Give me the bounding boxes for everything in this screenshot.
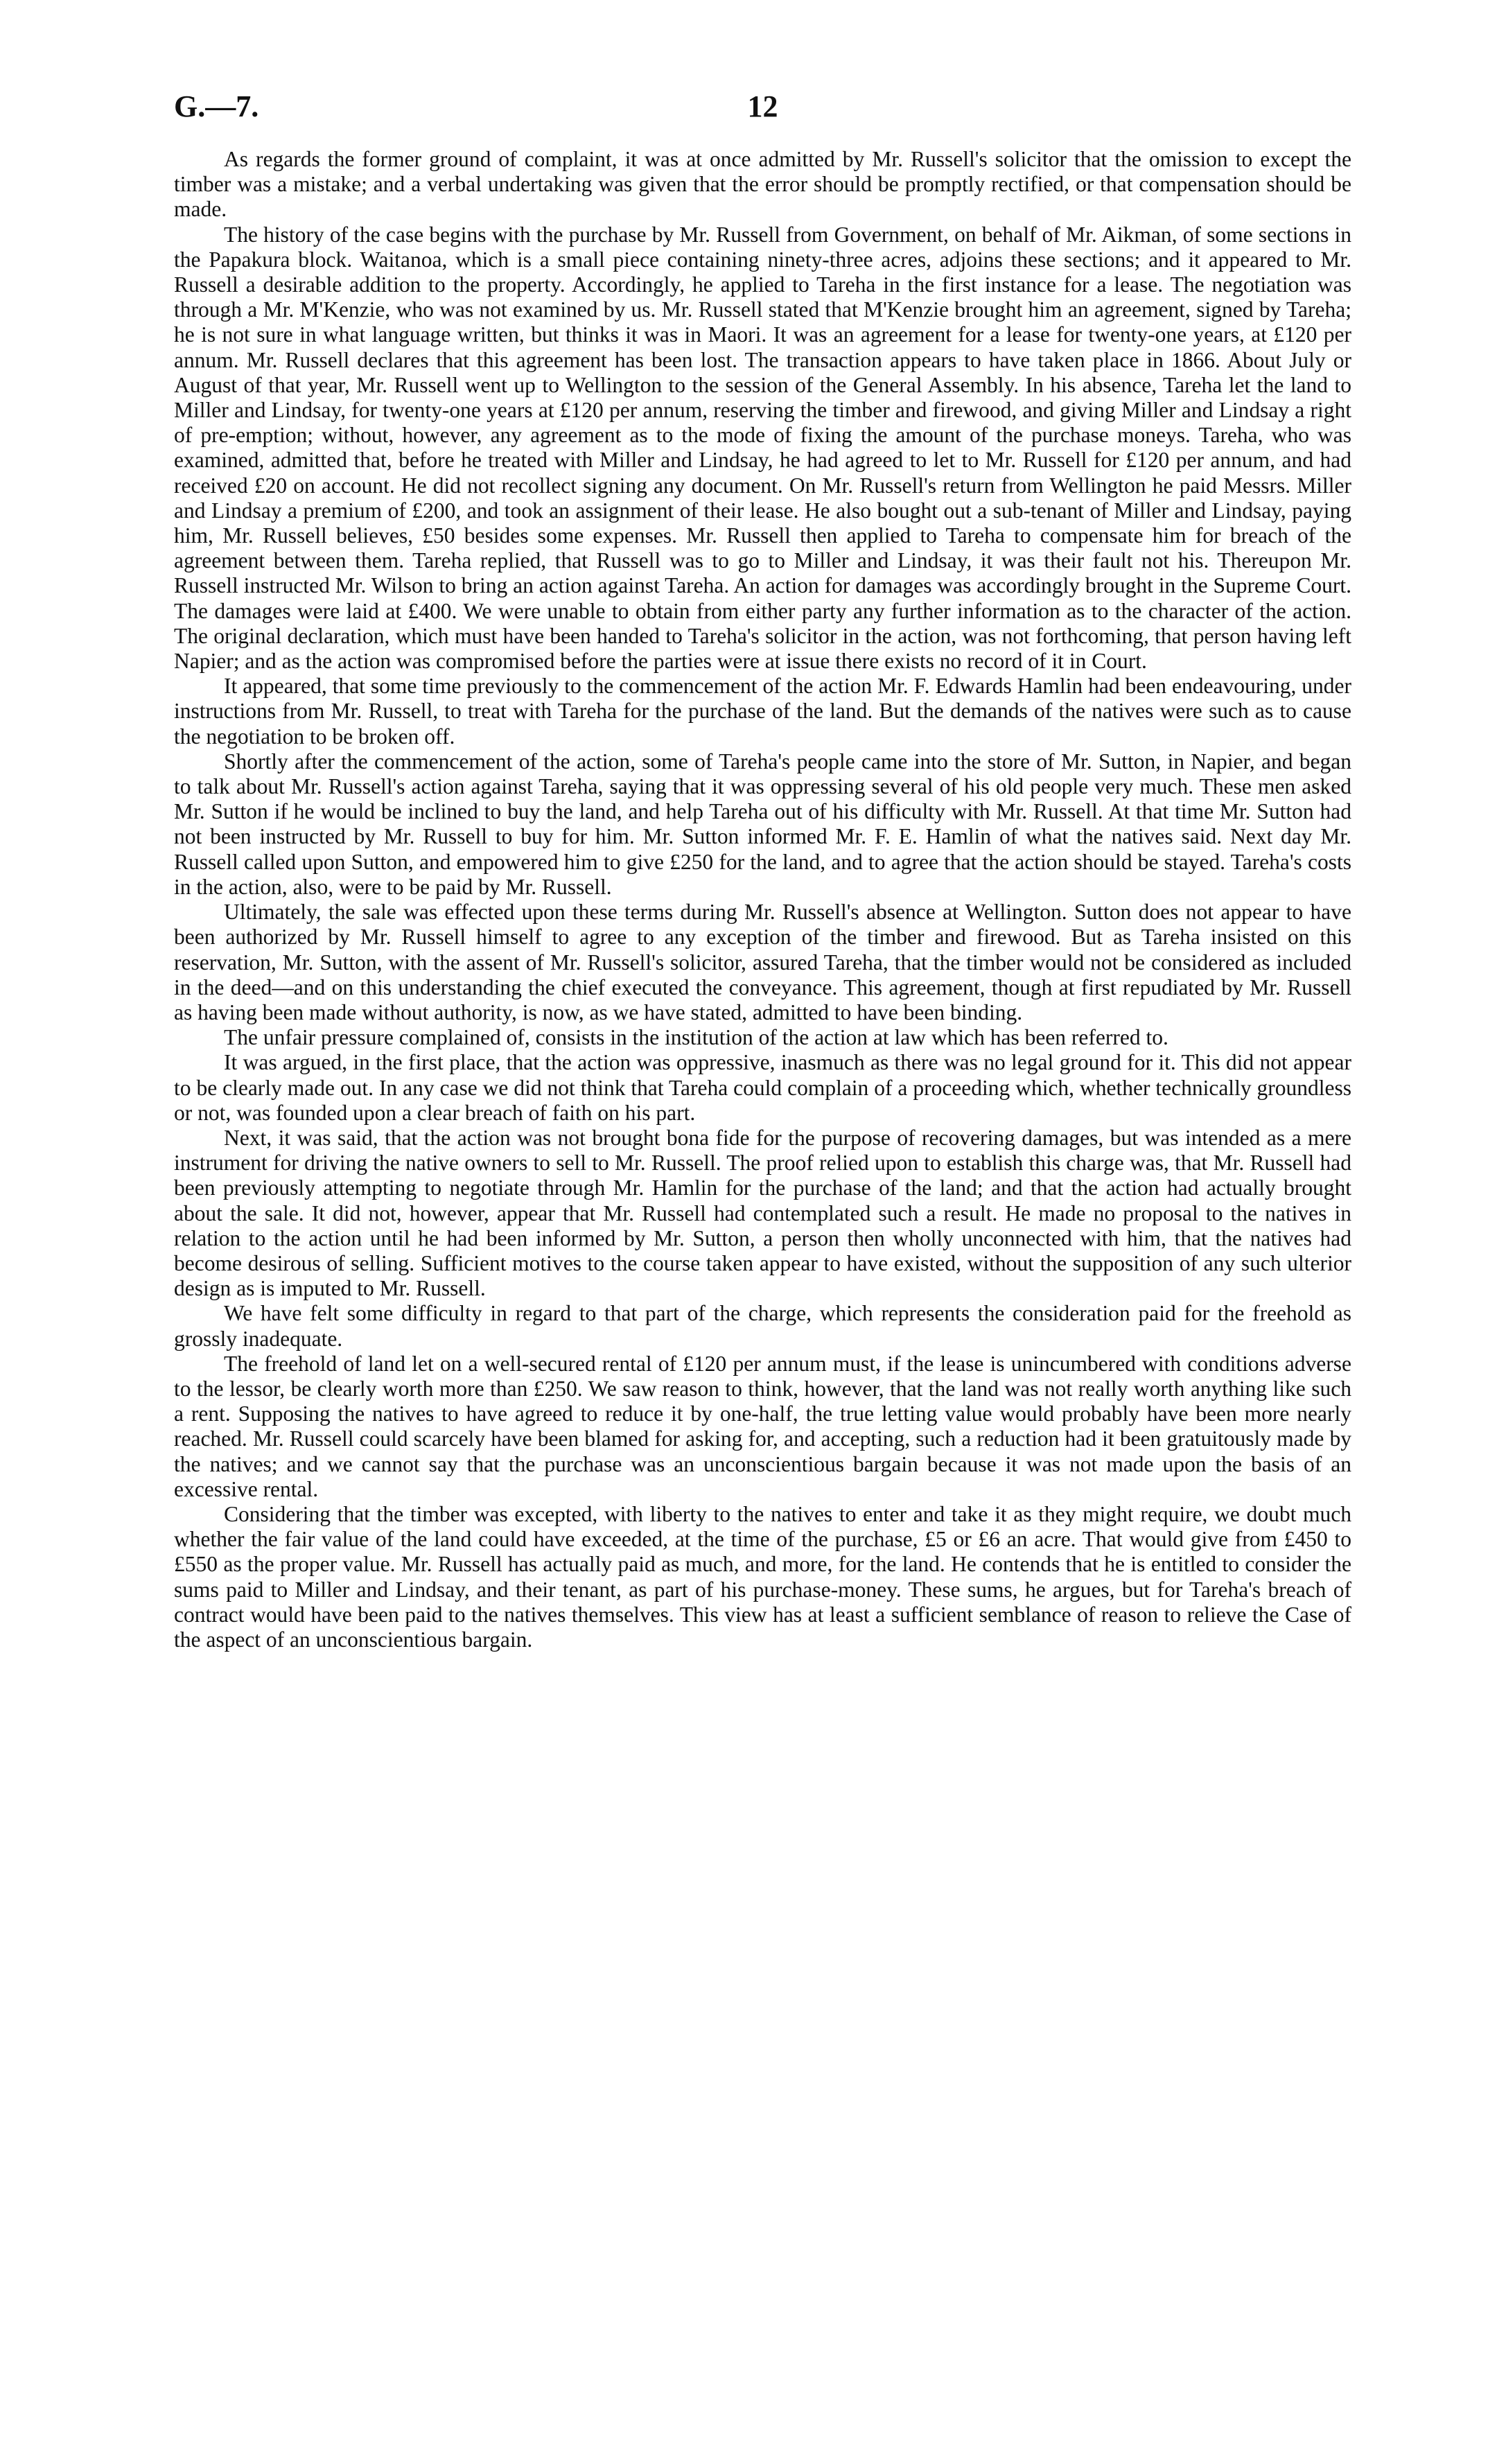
paragraph: We have felt some difficulty in regard to that part of the charge, which represents the consideration paid for the freehold as grossly inadequate.: [174, 1301, 1351, 1351]
paragraph: Next, it was said, that the action was not brought bona fide for the purpose of recovering damages, but was intended as a mere instrument for driving the native owners to sell to Mr. Russell. The proof relied upon to establish this charge was, that Mr. Russell had been previously attempting to negotiate through Mr. Hamlin for the purchase of the land; and that the action had actually brought about the sale. It did not, however, appear that Mr. Russell had contemplated such a result. He made no proposal to the natives in relation to the action until he had been informed by Mr. Sutton, a person then wholly unconnected with him, that the natives had become desirous of selling. Sufficient motives to the course taken appear to have existed, without the supposition of any such ulterior design as is imputed to Mr. Russell.: [174, 1125, 1351, 1301]
paragraph: It was argued, in the first place, that the action was oppressive, inasmuch as there was no legal ground for it. This did not appear to be clearly made out. In any case we did not think that Tareha could complain of a proceeding which, whether technically groundless or not, was founded upon a clear breach of faith on his part.: [174, 1050, 1351, 1125]
paragraph: The history of the case begins with the purchase by Mr. Russell from Government, on behalf of Mr. Aikman, of some sections in the Papakura block. Waitanoa, which is a small piece containing ninety-three acres, adjoins these sections; and it appeared to Mr. Russell a desirable addition to the property. Accordingly, he applied to Tareha in the first instance for a lease. The negotiation was through a Mr. M'Kenzie, who was not examined by us. Mr. Russell stated that M'Kenzie brought him an agreement, signed by Tareha; he is not sure in what language written, but thinks it was in Maori. It was an agreement for a lease for twenty-one years, at £120 per annum. Mr. Russell declares that this agreement has been lost. The transaction appears to have taken place in 1866. About July or August of that year, Mr. Russell went up to Wellington to the session of the General Assembly. In his absence, Tareha let the land to Miller and Lindsay, for twenty-one years at £120 per annum, reserving the timber and firewood, and giving Miller and Lindsay a right of pre-emption; without, however, any agreement as to the mode of fixing the amount of the purchase moneys. Tareha, who was examined, admitted that, before he treated with Miller and Lindsay, he had agreed to let to Mr. Russell for £120 per annum, and had received £20 on account. He did not recollect signing any document. On Mr. Russell's return from Wellington he paid Messrs. Miller and Lindsay a premium of £200, and took an assignment of their lease. He also bought out a sub-tenant of Miller and Lindsay, paying him, Mr. Russell believes, £50 besides some expenses. Mr. Russell then applied to Tareha to compensate him for breach of the agreement between them. Tareha replied, that Russell was to go to Miller and Lindsay, it was their fault not his. Thereupon Mr. Russell instructed Mr. Wilson to bring an action against Tareha. An action for damages was accordingly brought in the Supreme Court. The damages were laid at £400. We were unable to obtain from either party any further information as to the character of the action. The original declaration, which must have been handed to Tareha's solicitor in the action, was not forthcoming, that person having left Napier; and as the action was compromised before the parties were at issue there exists no record of it in Court.: [174, 222, 1351, 674]
body-text: [174, 147, 1351, 1652]
paragraph: The unfair pressure complained of, consists in the institution of the action at law which has been referred to.: [224, 1025, 1168, 1050]
paragraph: It appeared, that some time previously to the commencement of the action Mr. F. Edwards Hamlin had been endeavouring, under instructions from Mr. Russell, to treat with Tareha for the purchase of the land. But the demands of the natives were such as to cause the negotiation to be broken off.: [174, 674, 1351, 749]
page-number: 12: [747, 89, 778, 123]
paragraph: As regards the former ground of complaint, it was at once admitted by Mr. Russell's solicitor that the omission to except the timber was a mistake; and a verbal undertaking was given that the error should be promptly rectified, or that compensation should be made.: [174, 147, 1351, 222]
paragraph: Considering that the timber was excepted, with liberty to the natives to enter and take it as they might require, we doubt much whether the fair value of the land could have exceeded, at the time of the purchase, £5 or £6 an acre. That would give from £450 to £550 as the proper value. Mr. Russell has actually paid as much, and more, for the land. He contends that he is entitled to consider the sums paid to Miller and Lindsay, and their tenant, as part of his purchase-money. These sums, he argues, but for Tareha's breach of contract would have been paid to the natives themselves. This view has at least a sufficient semblance of reason to relieve the Case of the aspect of an unconscientious bargain.: [174, 1501, 1351, 1652]
page-header: [174, 89, 1351, 137]
document-reference: G.—7.: [174, 89, 259, 123]
paragraph: Shortly after the commencement of the action, some of Tareha's people came into the store of Mr. Sutton, in Napier, and began to talk about Mr. Russell's action against Tareha, saying that it was oppressing several of his old people very much. These men asked Mr. Sutton if he would be inclined to buy the land, and help Tareha out of his difficulty with Mr. Russell. At that time Mr. Sutton had not been instructed by Mr. Russell to buy for him. Mr. Sutton informed Mr. F. E. Hamlin of what the natives said. Next day Mr. Russell called upon Sutton, and empowered him to give £250 for the land, and to agree that the action should be stayed. Tareha's costs in the action, also, were to be paid by Mr. Russell.: [174, 749, 1351, 899]
paragraph: The freehold of land let on a well-secured rental of £120 per annum must, if the lease is unincumbered with conditions adverse to the lessor, be clearly worth more than £250. We saw reason to think, however, that the land was not really worth anything like such a rent. Supposing the natives to have agreed to reduce it by one-half, the true letting value would probably have been more nearly reached. Mr. Russell could scarcely have been blamed for asking for, and accepting, such a reduction had it been gratuitously made by the natives; and we cannot say that the purchase was an unconscientious bargain because it was not made upon the basis of an excessive rental.: [174, 1351, 1351, 1501]
paragraph: Ultimately, the sale was effected upon these terms during Mr. Russell's absence at Wellington. Sutton does not appear to have been authorized by Mr. Russell himself to agree to any exception of the timber and firewood. But as Tareha insisted on this reservation, Mr. Sutton, with the assent of Mr. Russell's solicitor, assured Tareha, that the timber would not be considered as included in the deed—and on this understanding the chief executed the conveyance. This agreement, though at first repudiated by Mr. Russell as having been made without authority, is now, as we have stated, admitted to have been binding.: [174, 900, 1351, 1024]
